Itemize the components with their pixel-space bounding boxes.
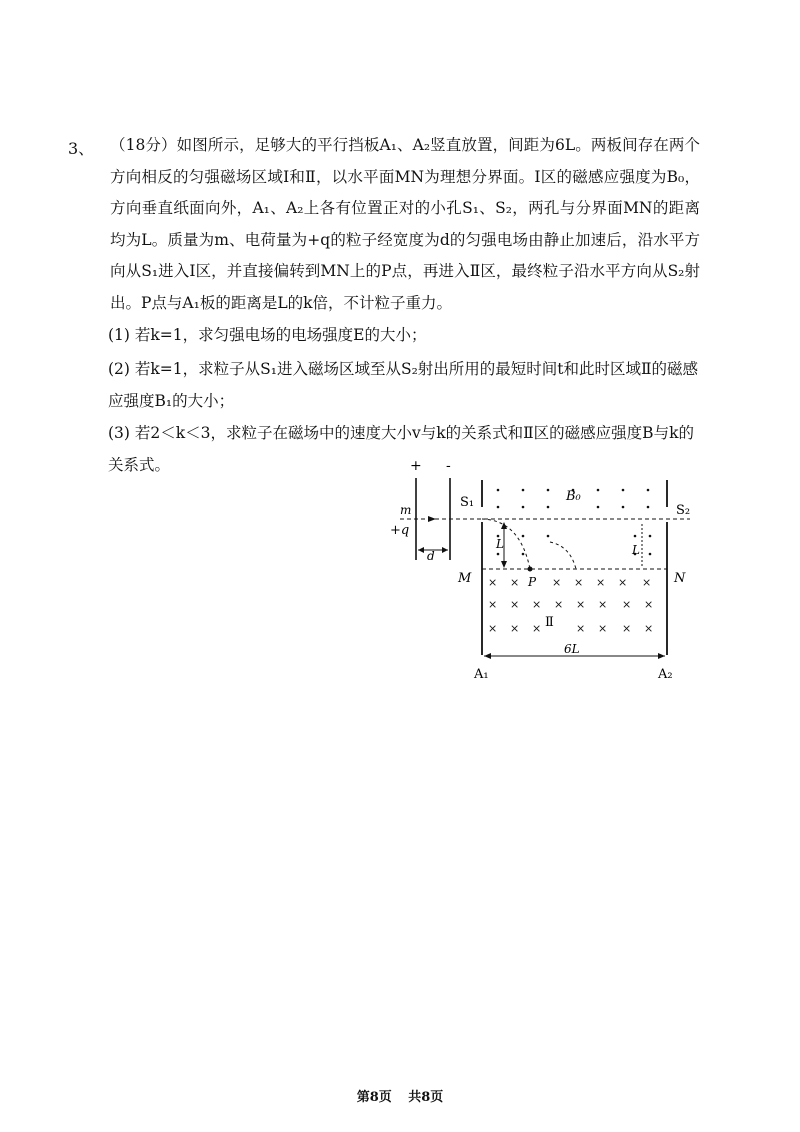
svg-text:×: × [598, 598, 608, 611]
s2-label: S₂ [676, 503, 691, 518]
svg-text:×: × [644, 598, 654, 611]
page-total: 共8页 [408, 1090, 444, 1105]
svg-text:×: × [532, 622, 542, 635]
a2-label: A₂ [658, 667, 673, 682]
p-label: P [528, 575, 537, 589]
svg-text:×: × [622, 622, 632, 635]
svg-text:×: × [510, 576, 520, 589]
a1-label: A₁ [474, 667, 489, 682]
svg-text:×: × [644, 622, 654, 635]
svg-text:×: × [510, 598, 520, 611]
svg-text:×: × [596, 576, 606, 589]
physics-diagram [380, 450, 710, 690]
svg-text:×: × [532, 598, 542, 611]
s1-label: S₁ [460, 495, 475, 510]
page-number: 第8页 [356, 1090, 392, 1105]
svg-text:×: × [488, 598, 498, 611]
svg-text:×: × [574, 576, 584, 589]
question-part-1: (1) 若k=1，求匀强电场的电场强度E的大小； [108, 326, 427, 344]
minus-sign: - [446, 458, 451, 474]
svg-text:×: × [598, 622, 608, 635]
n-label: N [674, 571, 686, 586]
question-stem [110, 130, 700, 319]
diagram-svg [380, 450, 710, 690]
svg-text:×: × [622, 598, 632, 611]
gap-label: d [427, 549, 435, 563]
question-part-2: (2) 若k=1，求粒子从S₁进入磁场区域至从S₂射出所用的最短时间t和此时区域Ⅱ的磁感应强度B₁的大小； [108, 360, 699, 410]
region2-label: Ⅱ [545, 615, 554, 630]
point-p [528, 567, 533, 572]
trajectory-middle [550, 542, 576, 569]
mass-label: m [400, 503, 412, 517]
svg-text:×: × [576, 622, 586, 635]
question-stem-text: 如图所示，足够大的平行挡板A₁、A₂竖直放置，间距为6L。两板间存在两个方向相反的匀强磁场区域Ⅰ和Ⅱ，以水平面MN为理想分界面。Ⅰ区的磁感应强度为B₀，方向垂直纸面向外，A₁、A₂上各有位置正对的小孔S₁、S₂，两孔与分界面MN的距离均为L。质量为m、电荷量为+q的粒子经宽度为d的匀强电场由静止加速后，沿水平方向从S₁进入Ⅰ区，并直接偏转到MN上的P点，再进入Ⅱ区，最终粒子沿水平方向从S₂射出。P点与A₁板的距离是L的k倍，不计粒子重力。 [110, 136, 700, 312]
svg-text:×: × [642, 576, 652, 589]
svg-text:×: × [576, 598, 586, 611]
svg-text:×: × [618, 576, 628, 589]
m-label: M [458, 571, 472, 586]
width-label: 6L [564, 642, 580, 656]
b0-label: B₀ [566, 489, 581, 504]
question-number: 3、 [68, 139, 95, 158]
question-part-3: (3) 若2＜k＜3，求粒子在磁场中的速度大小v与k的关系式和Ⅱ区的磁感应强度B与k的关系式。 [108, 424, 694, 474]
region2-field-crosses [488, 576, 653, 635]
svg-text:×: × [552, 576, 562, 589]
l-label-left: L [496, 537, 504, 551]
svg-text:×: × [488, 576, 498, 589]
svg-text:×: × [510, 622, 520, 635]
question-score: （18分） [110, 136, 177, 154]
plus-sign: + [410, 458, 422, 474]
page-footer [0, 1086, 800, 1105]
l-label-right: L [632, 543, 640, 557]
svg-text:×: × [488, 622, 498, 635]
charge-label: +q [390, 523, 410, 538]
svg-text:×: × [554, 598, 564, 611]
